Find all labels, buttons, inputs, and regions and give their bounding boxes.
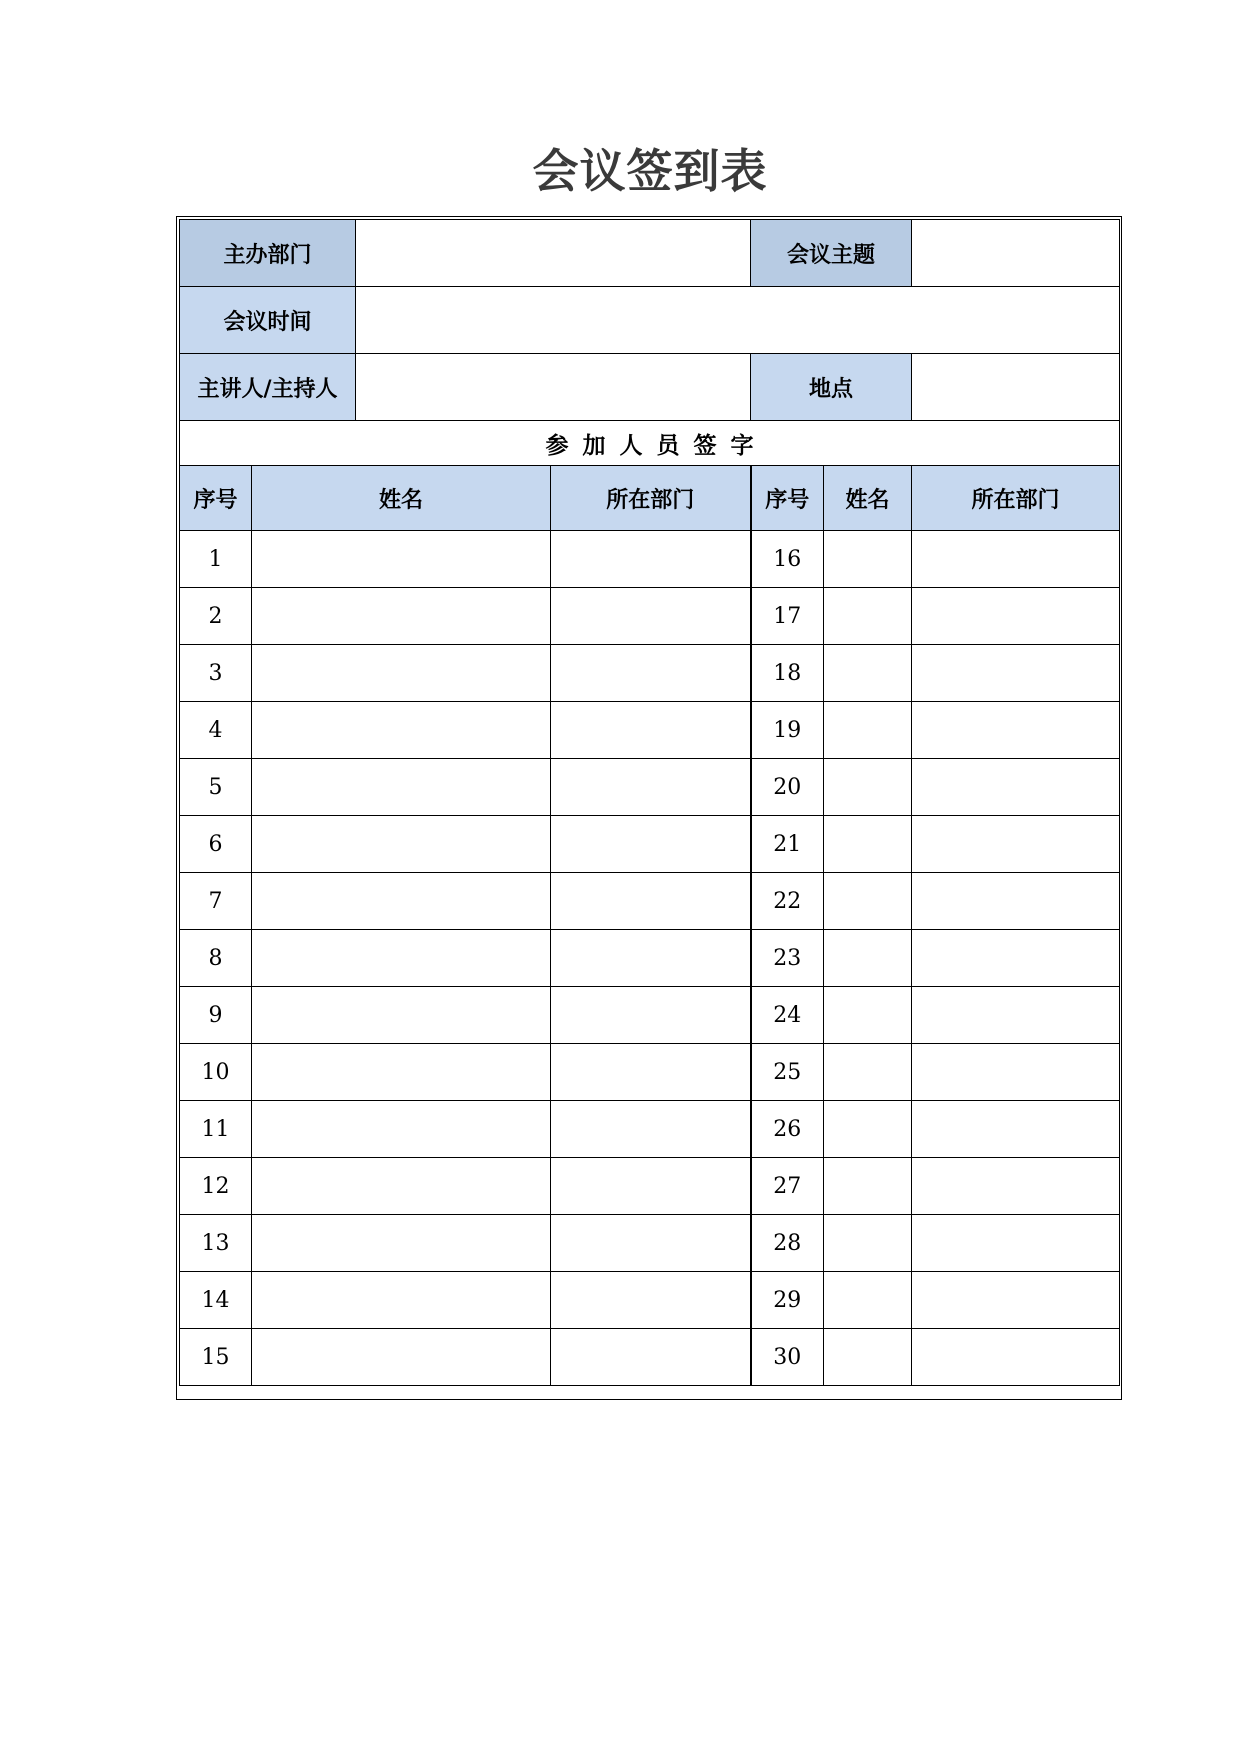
row-index-left: 4: [180, 702, 252, 759]
department-cell-right[interactable]: [912, 987, 1120, 1044]
department-cell-right[interactable]: [912, 1101, 1120, 1158]
location-field[interactable]: [912, 354, 1120, 421]
department-cell-right[interactable]: [912, 1044, 1120, 1101]
name-cell-right[interactable]: [824, 1101, 912, 1158]
department-cell-left[interactable]: [551, 1329, 751, 1386]
table-row: [180, 1158, 1120, 1215]
name-cell-left[interactable]: [252, 1272, 551, 1329]
table-row: [180, 873, 1120, 930]
name-cell-right[interactable]: [824, 1329, 912, 1386]
department-cell-right[interactable]: [912, 816, 1120, 873]
row-index-left: 7: [180, 873, 252, 930]
column-header-name-left: 姓名: [252, 466, 551, 531]
department-cell-right[interactable]: [912, 759, 1120, 816]
department-cell-left[interactable]: [551, 873, 751, 930]
row-index-left: 12: [180, 1158, 252, 1215]
name-cell-right[interactable]: [824, 1215, 912, 1272]
department-cell-left[interactable]: [551, 1272, 751, 1329]
row-index-right: 27: [751, 1158, 824, 1215]
name-cell-right[interactable]: [824, 1044, 912, 1101]
name-cell-right[interactable]: [824, 702, 912, 759]
department-cell-left[interactable]: [551, 645, 751, 702]
name-cell-right[interactable]: [824, 816, 912, 873]
host-label: 主讲人/主持人: [180, 354, 356, 421]
department-cell-left[interactable]: [551, 759, 751, 816]
row-index-right: 22: [751, 873, 824, 930]
name-cell-left[interactable]: [252, 1329, 551, 1386]
page-title: 会议签到表: [532, 144, 768, 198]
table-row: [180, 702, 1120, 759]
column-header-department-left: 所在部门: [551, 466, 751, 531]
department-cell-left[interactable]: [551, 702, 751, 759]
row-index-right: 29: [751, 1272, 824, 1329]
row-index-left: 1: [180, 531, 252, 588]
department-cell-right[interactable]: [912, 1215, 1120, 1272]
column-header-department-right: 所在部门: [912, 466, 1120, 531]
row-index-right: 26: [751, 1101, 824, 1158]
row-index-right: 19: [751, 702, 824, 759]
row-index-left: 15: [180, 1329, 252, 1386]
department-cell-right[interactable]: [912, 702, 1120, 759]
row-index-left: 3: [180, 645, 252, 702]
info-row-host: [180, 354, 1120, 421]
info-row-organizer: [180, 220, 1120, 287]
name-cell-left[interactable]: [252, 930, 551, 987]
table-row: [180, 987, 1120, 1044]
department-cell-right[interactable]: [912, 1329, 1120, 1386]
row-index-left: 5: [180, 759, 252, 816]
topic-label: 会议主题: [751, 220, 912, 287]
department-cell-right[interactable]: [912, 1158, 1120, 1215]
row-index-left: 8: [180, 930, 252, 987]
table-row: [180, 1101, 1120, 1158]
table-row: [180, 1329, 1120, 1386]
row-index-left: 6: [180, 816, 252, 873]
host-field[interactable]: [356, 354, 751, 421]
department-cell-left[interactable]: [551, 588, 751, 645]
row-index-right: 16: [751, 531, 824, 588]
section-title: 参加人员签字: [180, 421, 1120, 466]
table-row: [180, 930, 1120, 987]
department-cell-left[interactable]: [551, 531, 751, 588]
row-index-right: 28: [751, 1215, 824, 1272]
row-index-left: 13: [180, 1215, 252, 1272]
column-header-index-right: 序号: [751, 466, 824, 531]
department-cell-right[interactable]: [912, 1272, 1120, 1329]
table-row: [180, 1272, 1120, 1329]
department-cell-right[interactable]: [912, 645, 1120, 702]
row-index-right: 30: [751, 1329, 824, 1386]
department-cell-left[interactable]: [551, 1101, 751, 1158]
time-field[interactable]: [356, 287, 1120, 354]
name-cell-right[interactable]: [824, 930, 912, 987]
time-label: 会议时间: [180, 287, 356, 354]
row-index-right: 23: [751, 930, 824, 987]
name-cell-left[interactable]: [252, 816, 551, 873]
department-cell-left[interactable]: [551, 1044, 751, 1101]
organizer-label: 主办部门: [180, 220, 356, 287]
row-index-left: 10: [180, 1044, 252, 1101]
name-cell-left[interactable]: [252, 702, 551, 759]
name-cell-right[interactable]: [824, 531, 912, 588]
topic-field[interactable]: [912, 220, 1120, 287]
row-index-left: 11: [180, 1101, 252, 1158]
sign-in-sheet: [176, 216, 1122, 1400]
row-index-right: 25: [751, 1044, 824, 1101]
name-cell-left[interactable]: [252, 1101, 551, 1158]
name-cell-right[interactable]: [824, 588, 912, 645]
organizer-field[interactable]: [356, 220, 751, 287]
row-index-right: 18: [751, 645, 824, 702]
location-label: 地点: [751, 354, 912, 421]
table-row: [180, 588, 1120, 645]
info-row-time: [180, 287, 1120, 354]
name-cell-left[interactable]: [252, 531, 551, 588]
name-cell-left[interactable]: [252, 873, 551, 930]
name-cell-left[interactable]: [252, 645, 551, 702]
name-cell-left[interactable]: [252, 588, 551, 645]
table-row: [180, 1215, 1120, 1272]
row-index-left: 14: [180, 1272, 252, 1329]
name-cell-left[interactable]: [252, 1158, 551, 1215]
table-row: [180, 816, 1120, 873]
table-row: [180, 531, 1120, 588]
table-row: [180, 759, 1120, 816]
row-index-right: 17: [751, 588, 824, 645]
name-cell-right[interactable]: [824, 759, 912, 816]
row-index-right: 24: [751, 987, 824, 1044]
name-cell-right[interactable]: [824, 1158, 912, 1215]
department-cell-left[interactable]: [551, 1158, 751, 1215]
department-cell-right[interactable]: [912, 531, 1120, 588]
table-row: [180, 1044, 1120, 1101]
name-cell-left[interactable]: [252, 987, 551, 1044]
row-index-right: 21: [751, 816, 824, 873]
department-cell-left[interactable]: [551, 930, 751, 987]
name-cell-right[interactable]: [824, 987, 912, 1044]
row-index-left: 9: [180, 987, 252, 1044]
row-index-left: 2: [180, 588, 252, 645]
column-header-index-left: 序号: [180, 466, 252, 531]
name-cell-left[interactable]: [252, 1044, 551, 1101]
row-index-right: 20: [751, 759, 824, 816]
department-cell-left[interactable]: [551, 816, 751, 873]
column-header-row: [180, 466, 1120, 531]
department-cell-right[interactable]: [912, 930, 1120, 987]
name-cell-right[interactable]: [824, 1272, 912, 1329]
department-cell-right[interactable]: [912, 873, 1120, 930]
department-cell-right[interactable]: [912, 588, 1120, 645]
table-row: [180, 645, 1120, 702]
name-cell-right[interactable]: [824, 645, 912, 702]
name-cell-left[interactable]: [252, 759, 551, 816]
sign-in-table: [179, 219, 1120, 1386]
department-cell-left[interactable]: [551, 1215, 751, 1272]
column-header-name-right: 姓名: [824, 466, 912, 531]
department-cell-left[interactable]: [551, 987, 751, 1044]
section-row: [180, 421, 1120, 466]
name-cell-right[interactable]: [824, 873, 912, 930]
name-cell-left[interactable]: [252, 1215, 551, 1272]
